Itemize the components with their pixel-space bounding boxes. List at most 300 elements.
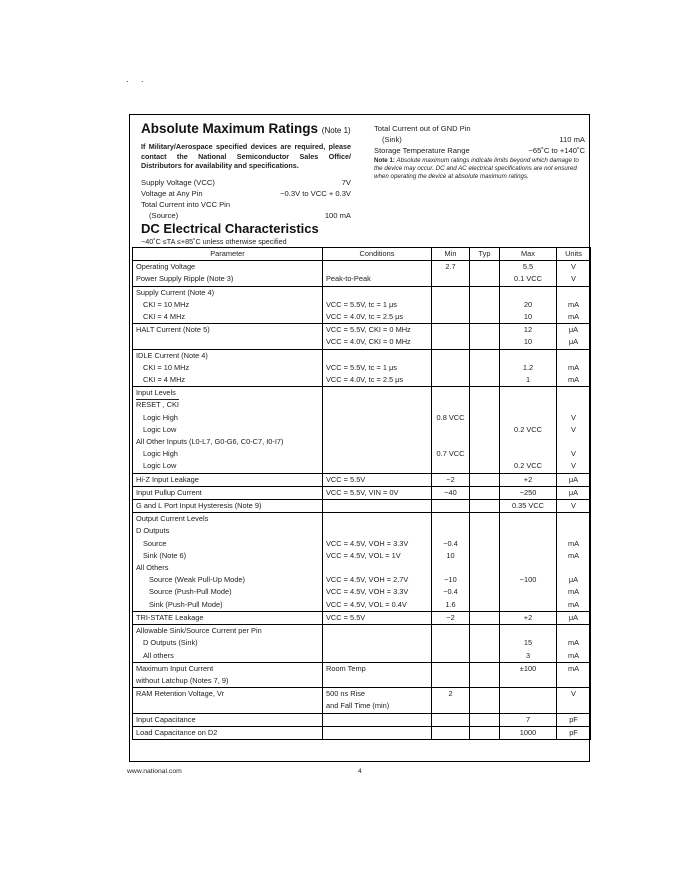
note-1-text: Absolute maximum ratings indicate limits beyond which damage to the device may occur. DC and AC electrical specifications are not ensured when operating the device at absolute maximum ratings.: [374, 157, 579, 180]
cell-text: G and L Port Input Hysteresis (Note 9): [136, 501, 262, 511]
cell-text: 0.8 VCC: [436, 412, 465, 422]
table-row: [133, 473, 591, 486]
table-cell: [432, 436, 470, 448]
table-cell: [323, 473, 432, 486]
table-cell: [432, 550, 470, 562]
table-cell: [500, 273, 557, 286]
cell-text: VCC = 5.5V, CKI = 0 MHz: [326, 325, 411, 335]
table-cell: [323, 412, 432, 424]
table-cell: [470, 637, 500, 649]
table-cell: [133, 662, 323, 675]
cell-text: V: [571, 412, 576, 422]
table-cell: [557, 599, 591, 612]
table-row: [133, 261, 591, 274]
cell-text: 2: [448, 689, 453, 699]
table-cell: [323, 662, 432, 675]
table-cell: [133, 261, 323, 274]
table-row: [133, 448, 591, 460]
cell-text: Source (Push-Pull Mode): [149, 587, 232, 597]
table-cell: [470, 574, 500, 586]
table-cell: [470, 273, 500, 286]
cell-text: μA: [568, 325, 579, 335]
cell-text: 7: [525, 714, 531, 724]
table-row: [133, 460, 591, 473]
cell-text: V: [571, 424, 576, 434]
table-row: [133, 662, 591, 675]
table-cell: [133, 286, 323, 299]
content-frame: [129, 114, 590, 762]
table-cell: [500, 286, 557, 299]
cell-text: 3: [525, 650, 531, 660]
cell-text: V: [571, 461, 576, 471]
cell-text: VCC = 4.5V, VOL = 1V: [326, 550, 401, 560]
table-cell: [500, 538, 557, 550]
table-cell: [133, 387, 323, 400]
table-cell: [470, 399, 500, 411]
table-cell: [432, 399, 470, 411]
table-cell: [133, 637, 323, 649]
amr-item-value: 110 mA: [559, 135, 585, 144]
table-cell: [133, 675, 323, 688]
table-cell: [323, 611, 432, 624]
dc-characteristics-table: [132, 247, 591, 740]
cell-text: 0.35 VCC: [511, 501, 545, 511]
table-cell: [133, 599, 323, 612]
footer-page-number: 4: [358, 768, 362, 775]
table-cell: [557, 424, 591, 436]
table-cell: [500, 374, 557, 387]
table-cell: [323, 562, 432, 574]
table-cell: [470, 261, 500, 274]
table-cell: [557, 486, 591, 499]
amr-title-text: Absolute Maximum Ratings: [141, 121, 319, 136]
table-cell: [470, 625, 500, 638]
table-cell: [500, 486, 557, 499]
table-cell: [557, 473, 591, 486]
table-cell: [432, 562, 470, 574]
table-cell: [323, 500, 432, 513]
table-cell: [133, 562, 323, 574]
cell-text: mA: [567, 299, 580, 309]
table-row: [133, 650, 591, 663]
table-cell: [500, 500, 557, 513]
cell-text: Logic High: [143, 412, 178, 422]
table-cell: [557, 299, 591, 311]
table-cell: [557, 726, 591, 739]
table-cell: [133, 513, 323, 526]
cell-text: mA: [567, 375, 580, 385]
cell-text: Logic Low: [143, 424, 177, 434]
table-row: [133, 336, 591, 349]
table-row: [133, 599, 591, 612]
table-cell: [500, 387, 557, 400]
amr-item-label: Voltage at Any Pin: [141, 188, 203, 198]
table-cell: [557, 525, 591, 537]
table-cell: [323, 637, 432, 649]
column-header: Max: [500, 248, 557, 261]
table-cell: [557, 538, 591, 550]
table-row: [133, 273, 591, 286]
cell-text: 1.2: [522, 362, 534, 372]
table-cell: [500, 412, 557, 424]
cell-text: VCC = 4.5V, VOL = 0.4V: [326, 599, 407, 609]
table-cell: [500, 299, 557, 311]
column-header: Conditions: [323, 248, 432, 261]
cell-text: μA: [568, 612, 579, 622]
table-cell: [323, 261, 432, 274]
table-cell: [500, 611, 557, 624]
table-cell: [557, 688, 591, 701]
table-cell: [323, 700, 432, 713]
table-cell: [557, 460, 591, 473]
table-cell: [133, 486, 323, 499]
table-cell: [432, 500, 470, 513]
table-cell: [470, 448, 500, 460]
table-cell: [500, 513, 557, 526]
table-cell: [133, 650, 323, 663]
table-cell: [432, 662, 470, 675]
cell-text: Allowable Sink/Source Current per Pin: [136, 626, 262, 636]
table-row: [133, 286, 591, 299]
amr-title: [141, 121, 351, 136]
cell-text: without Latchup (Notes 7, 9): [136, 675, 229, 685]
amr-item-value: −65˚C to +140˚C: [528, 146, 585, 155]
table-cell: [133, 538, 323, 550]
cell-text: Logic High: [143, 449, 178, 459]
table-cell: [500, 261, 557, 274]
table-cell: [432, 637, 470, 649]
table-row: [133, 412, 591, 424]
table-cell: [432, 586, 470, 598]
table-row: [133, 700, 591, 713]
amr-item: [141, 199, 351, 210]
table-cell: [557, 324, 591, 337]
table-cell: [432, 273, 470, 286]
table-cell: [470, 550, 500, 562]
dc-title: DC Electrical Characteristics: [141, 221, 319, 236]
table-cell: [500, 662, 557, 675]
cell-text: Sink (Note 6): [143, 550, 187, 560]
cell-text: V: [571, 274, 576, 284]
military-warning: If Military/Aerospace specified devices are required, please contact the National Semiconductor Sales Office/ Distributors for availability and specifications.: [141, 142, 351, 171]
table-cell: [432, 513, 470, 526]
cell-text: Load Capacitance on D2: [136, 727, 218, 737]
table-cell: [432, 460, 470, 473]
dc-conditions: −40˚C ≤TA ≤+85˚C unless otherwise specified: [141, 237, 287, 246]
cell-text: μA: [568, 474, 579, 484]
cell-text: 10: [523, 337, 533, 347]
cell-text: Supply Current (Note 4): [136, 287, 215, 297]
table-cell: [557, 562, 591, 574]
cell-text: −2: [446, 612, 455, 622]
cell-text: VCC = 4.0V, CKI = 0 MHz: [326, 337, 411, 347]
table-cell: [323, 436, 432, 448]
amr-right-column: [374, 123, 585, 181]
table-cell: [133, 399, 323, 411]
table-cell: [500, 424, 557, 436]
cell-text: 0.2 VCC: [514, 461, 542, 471]
table-cell: [470, 286, 500, 299]
table-row: [133, 538, 591, 550]
table-cell: [470, 650, 500, 663]
cell-text: 0.7 VCC: [436, 449, 465, 459]
cell-text: mA: [567, 638, 580, 648]
table-cell: [133, 460, 323, 473]
table-cell: [432, 625, 470, 638]
table-cell: [470, 324, 500, 337]
cell-text: RAM Retention Voltage, Vr: [136, 689, 225, 699]
table-cell: [557, 713, 591, 726]
table-cell: [323, 550, 432, 562]
table-cell: [470, 349, 500, 362]
table-cell: [557, 311, 591, 324]
table-cell: [432, 424, 470, 436]
cell-text: VCC = 5.5V: [326, 474, 366, 484]
cell-text: Source: [143, 538, 167, 548]
cell-text: mA: [567, 587, 580, 597]
table-cell: [323, 599, 432, 612]
table-cell: [557, 448, 591, 460]
table-cell: [470, 362, 500, 374]
table-cell: [557, 700, 591, 713]
cell-text: All Other Inputs (L0-L7, G0-G6, C0-C7, I0-I7): [136, 437, 284, 447]
table-cell: [500, 311, 557, 324]
table-cell: [432, 650, 470, 663]
table-cell: [133, 436, 323, 448]
table-cell: [432, 611, 470, 624]
table-cell: [323, 324, 432, 337]
table-cell: [557, 349, 591, 362]
table-cell: [133, 374, 323, 387]
table-cell: [432, 311, 470, 324]
cell-text: μA: [568, 575, 579, 585]
table-cell: [432, 713, 470, 726]
table-row: [133, 486, 591, 499]
cell-text: −10: [444, 575, 457, 585]
cell-text: 20: [523, 299, 533, 309]
table-cell: [557, 436, 591, 448]
table-cell: [432, 574, 470, 586]
cell-text: 10: [446, 550, 455, 560]
table-cell: [323, 273, 432, 286]
table-cell: [470, 662, 500, 675]
column-header: Min: [432, 248, 470, 261]
cell-text: pF: [569, 727, 578, 737]
table-cell: [557, 550, 591, 562]
amr-title-note: (Note 1): [321, 126, 351, 135]
cell-text: 500 ns Rise: [326, 689, 366, 699]
cell-text: −250: [519, 487, 537, 497]
cell-text: mA: [567, 663, 580, 673]
table-cell: [500, 324, 557, 337]
table-cell: [432, 261, 470, 274]
table-cell: [432, 336, 470, 349]
table-cell: [500, 713, 557, 726]
amr-item: [374, 145, 585, 156]
table-row: [133, 324, 591, 337]
table-row: [133, 562, 591, 574]
table-row: [133, 550, 591, 562]
table-header-row: [133, 248, 591, 261]
cell-text: μA: [568, 337, 579, 347]
table-cell: [500, 460, 557, 473]
table-cell: [470, 299, 500, 311]
cell-text: TRI-STATE Leakage: [136, 612, 204, 622]
table-row: [133, 311, 591, 324]
table-cell: [470, 688, 500, 701]
table-cell: [500, 448, 557, 460]
table-cell: [557, 412, 591, 424]
table-row: [133, 625, 591, 638]
table-cell: [470, 700, 500, 713]
amr-item-value: 100 mA: [324, 210, 351, 220]
table-cell: [470, 525, 500, 537]
cell-text: 0.2 VCC: [514, 424, 542, 434]
table-cell: [133, 448, 323, 460]
table-cell: [133, 311, 323, 324]
table-cell: [323, 586, 432, 598]
table-cell: [133, 500, 323, 513]
cell-text: −2: [446, 474, 455, 484]
cell-text: Logic Low: [143, 461, 177, 471]
table-cell: [500, 637, 557, 649]
table-cell: [470, 713, 500, 726]
cell-text: Peak-to-Peak: [326, 274, 371, 284]
table-cell: [500, 436, 557, 448]
table-row: [133, 399, 591, 411]
cell-text: CKI = 10 MHz: [143, 299, 190, 309]
table-cell: [557, 675, 591, 688]
table-cell: [470, 311, 500, 324]
cell-text: Power Supply Ripple (Note 3): [136, 274, 234, 284]
table-cell: [470, 675, 500, 688]
table-cell: [470, 336, 500, 349]
table-cell: [500, 688, 557, 701]
table-row: [133, 374, 591, 387]
table-cell: [323, 299, 432, 311]
table-row: [133, 424, 591, 436]
cell-text: 10: [523, 312, 533, 322]
table-row: [133, 637, 591, 649]
table-cell: [557, 273, 591, 286]
table-cell: [470, 599, 500, 612]
table-cell: [323, 374, 432, 387]
table-row: [133, 688, 591, 701]
amr-item-label: (Sink): [382, 135, 402, 144]
table-cell: [500, 349, 557, 362]
table-cell: [323, 399, 432, 411]
cell-text: mA: [567, 599, 580, 609]
cell-text: +2: [523, 474, 533, 484]
table-row: [133, 436, 591, 448]
table-cell: [500, 625, 557, 638]
table-cell: [557, 586, 591, 598]
table-cell: [133, 700, 323, 713]
table-row: [133, 726, 591, 739]
table-cell: [470, 562, 500, 574]
cell-text: ±100: [519, 663, 537, 673]
cell-text: 1.6: [445, 599, 456, 609]
table-cell: [323, 486, 432, 499]
table-cell: [323, 538, 432, 550]
table-cell: [500, 574, 557, 586]
table-cell: [557, 374, 591, 387]
table-cell: [432, 675, 470, 688]
note-1-label: Note 1:: [374, 157, 395, 164]
cell-text: VCC = 5.5V, VIN = 0V: [326, 487, 399, 497]
table-cell: [470, 538, 500, 550]
table-cell: [323, 424, 432, 436]
cell-text: Source (Weak Pull-Up Mode): [149, 575, 245, 585]
column-header: Typ: [470, 248, 500, 261]
table-cell: [323, 286, 432, 299]
cell-text: 12: [523, 325, 533, 335]
cell-text: HALT Current (Note 5): [136, 325, 210, 335]
amr-item-label: Storage Temperature Range: [374, 146, 470, 155]
table-cell: [133, 550, 323, 562]
cell-text: VCC = 4.0V, tc = 2.5 μs: [326, 312, 404, 322]
amr-item-value: −0.3V to VCC + 0.3V: [280, 188, 351, 198]
table-row: [133, 362, 591, 374]
table-cell: [557, 574, 591, 586]
amr-item: [374, 123, 585, 134]
table-cell: [500, 550, 557, 562]
cell-text: VCC = 5.5V: [326, 612, 366, 622]
table-cell: [432, 538, 470, 550]
table-cell: [470, 460, 500, 473]
table-cell: [557, 650, 591, 663]
table-row: [133, 500, 591, 513]
table-cell: [133, 713, 323, 726]
cell-text: pF: [569, 714, 578, 724]
cell-text: RESET , CKI: [136, 400, 179, 410]
table-cell: [432, 486, 470, 499]
amr-item: [374, 134, 585, 145]
table-cell: [470, 513, 500, 526]
table-cell: [500, 525, 557, 537]
table-cell: [557, 261, 591, 274]
table-cell: [500, 362, 557, 374]
table-cell: [432, 286, 470, 299]
cell-text: All Others: [136, 563, 169, 573]
table-cell: [323, 362, 432, 374]
cell-text: 15: [523, 638, 533, 648]
table-cell: [470, 473, 500, 486]
table-cell: [500, 399, 557, 411]
table-cell: [470, 412, 500, 424]
cell-text: −0.4: [443, 587, 458, 597]
table-cell: [323, 713, 432, 726]
table-cell: [323, 525, 432, 537]
cell-text: mA: [567, 312, 580, 322]
table-cell: [500, 599, 557, 612]
cell-text: VCC = 4.5V, VOH = 3.3V: [326, 587, 409, 597]
amr-item-label: (Source): [149, 210, 179, 220]
table-cell: [432, 362, 470, 374]
table-cell: [133, 625, 323, 638]
table-cell: [500, 336, 557, 349]
column-header: Parameter: [133, 248, 323, 261]
amr-item-label: Total Current out of GND Pin: [374, 124, 471, 133]
table-cell: [557, 637, 591, 649]
note-1: [374, 157, 585, 181]
table-cell: [323, 460, 432, 473]
table-cell: [323, 349, 432, 362]
table-cell: [432, 374, 470, 387]
table-cell: [557, 387, 591, 400]
table-cell: [470, 374, 500, 387]
table-cell: [500, 562, 557, 574]
